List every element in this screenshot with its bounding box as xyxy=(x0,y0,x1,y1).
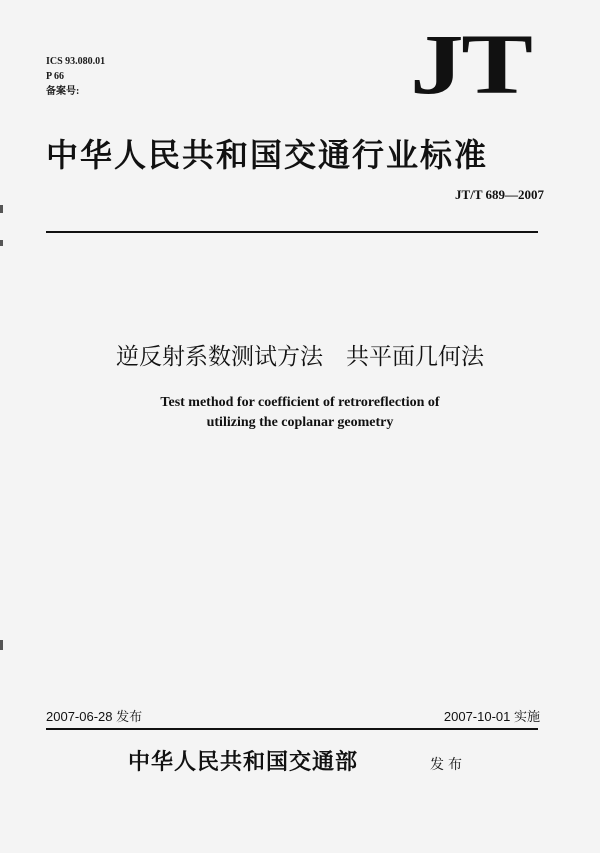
top-divider xyxy=(46,231,538,233)
english-title-line-1: Test method for coefficient of retroreflection of xyxy=(160,395,440,410)
implementation-date: 2007-10-01 实施 xyxy=(443,709,540,724)
ccs-code: P 66 xyxy=(46,71,65,82)
chinese-title: 逆反射系数测试方法 共平面几何法 xyxy=(116,344,484,370)
publisher-name: 中华人民共和国交通部 xyxy=(128,750,359,775)
english-title xyxy=(0,393,600,433)
scan-margin-mark xyxy=(0,205,3,213)
jt-logo: JT xyxy=(410,16,531,112)
record-number-label: 备案号: xyxy=(46,86,80,97)
scan-margin-mark xyxy=(0,640,3,650)
standard-code: JT/T 689—2007 xyxy=(455,187,544,202)
issue-date: 2007-06-28 发布 xyxy=(46,709,143,724)
publish-label: 发布 xyxy=(430,757,466,773)
classification-block xyxy=(46,54,105,99)
scan-margin-mark xyxy=(0,240,3,246)
bottom-divider xyxy=(46,728,538,730)
ics-code: ICS 93.080.01 xyxy=(46,56,106,67)
english-title-line-2: utilizing the coplanar geometry xyxy=(206,415,394,430)
standard-category-title: 中华人民共和国交通行业标准 xyxy=(46,136,489,174)
